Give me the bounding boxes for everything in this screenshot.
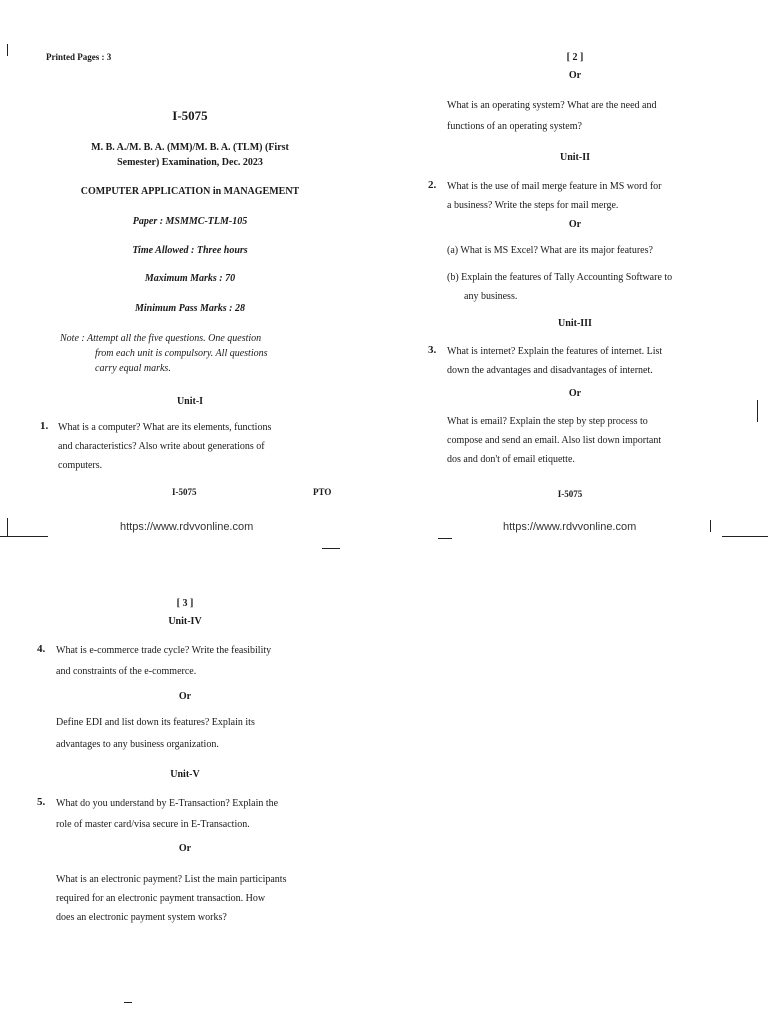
unit-4-heading: Unit-IV [168, 616, 202, 627]
question-2a: (a) What is MS Excel? What are its major features? [447, 245, 653, 256]
source-url[interactable]: https://www.rdvvonline.com [120, 521, 254, 533]
minimum-pass-marks: Minimum Pass Marks : 28 [134, 303, 246, 314]
margin-mark [7, 44, 8, 56]
question-1 [58, 418, 338, 475]
unit-2-heading: Unit-II [559, 152, 590, 163]
exam-title-line1: M. B. A./M. B. A. (MM)/M. B. A. (TLM) (First [91, 142, 289, 153]
question-2 [447, 177, 737, 215]
question-line: advantages to any business organization. [56, 739, 219, 750]
question-line: What is a computer? What are its elements, functions [58, 422, 272, 433]
unit-3-heading: Unit-III [558, 318, 592, 329]
question-line: a business? Write the steps for mail merge. [447, 200, 619, 211]
divider [438, 538, 452, 539]
divider [722, 536, 768, 537]
question-3-alternative [447, 412, 737, 469]
question-line: computers. [58, 460, 103, 471]
question-5 [56, 794, 346, 834]
question-line: down the advantages and disadvantages of internet. [447, 365, 653, 376]
or-separator: Or [568, 219, 582, 230]
or-separator: Or [568, 70, 582, 81]
or-separator: Or [178, 843, 192, 854]
question-number: 3. [428, 344, 437, 356]
question-line: functions of an operating system? [447, 121, 582, 132]
or-separator: Or [568, 388, 582, 399]
page-number: [ 3 ] [176, 598, 194, 609]
note-line1: Note : Attempt all the five questions. One question [60, 333, 262, 344]
margin-mark [710, 520, 711, 532]
question-line: What is internet? Explain the features of internet. List [447, 346, 663, 357]
divider [124, 1002, 132, 1003]
question-line: does an electronic payment system works? [56, 912, 227, 923]
unit-5-heading: Unit-V [170, 769, 200, 780]
note-line2: from each unit is compulsory. All questions [95, 348, 268, 359]
time-allowed: Time Allowed : Three hours [132, 245, 248, 256]
question-line: What is an electronic payment? List the main participants [56, 874, 287, 885]
question-2b [447, 268, 737, 306]
question-line: and constraints of the e-commerce. [56, 666, 197, 677]
unit-1-heading: Unit-I [176, 396, 204, 407]
question-3 [447, 342, 737, 380]
question-line: dos and don't of email etiquette. [447, 454, 575, 465]
subject-title: COMPUTER APPLICATION in MANAGEMENT [80, 186, 300, 197]
question-line: What is e-commerce trade cycle? Write the feasibility [56, 645, 272, 656]
footer-pto: PTO [313, 487, 332, 497]
paper-code: I-5075 [172, 108, 208, 123]
question-line: and characteristics? Also write about generations of [58, 441, 265, 452]
footer-code: I-5075 [557, 489, 583, 499]
or-separator: Or [178, 691, 192, 702]
question-number: 5. [37, 796, 46, 808]
question-4-alternative [56, 713, 346, 754]
question-line: What do you understand by E-Transaction? Explain the [56, 798, 279, 809]
question-line: What is the use of mail merge feature in MS word for [447, 181, 662, 192]
question-line: (b) Explain the features of Tally Accounting Software to [447, 272, 673, 283]
question-line: Define EDI and list down its features? Explain its [56, 717, 255, 728]
note-line3: carry equal marks. [95, 363, 171, 374]
question-line: role of master card/visa secure in E-Transaction. [56, 819, 250, 830]
question-number: 1. [40, 420, 49, 432]
page-number: [ 2 ] [566, 52, 584, 63]
paper-name: Paper : MSMMC-TLM-105 [132, 216, 248, 227]
divider [0, 536, 48, 537]
margin-mark [7, 518, 8, 536]
question-5-alternative [56, 870, 356, 927]
question-line: compose and send an email. Also list down important [447, 435, 662, 446]
source-url[interactable]: https://www.rdvvonline.com [503, 521, 637, 533]
printed-pages: Printed Pages : 3 [46, 52, 112, 62]
question-number: 2. [428, 179, 437, 191]
question-line: required for an electronic payment transaction. How [56, 893, 266, 904]
question-4 [56, 641, 346, 681]
question-line: What is email? Explain the step by step process to [447, 416, 648, 427]
exam-title-line2: Semester) Examination, Dec. 2023 [117, 157, 263, 168]
question-1-alternative [447, 96, 737, 136]
footer-code: I-5075 [172, 487, 197, 497]
question-line: any business. [464, 291, 518, 302]
divider [322, 548, 340, 549]
margin-mark [757, 400, 758, 422]
question-number: 4. [37, 643, 46, 655]
maximum-marks: Maximum Marks : 70 [144, 273, 236, 284]
question-line: What is an operating system? What are the need and [447, 100, 657, 111]
